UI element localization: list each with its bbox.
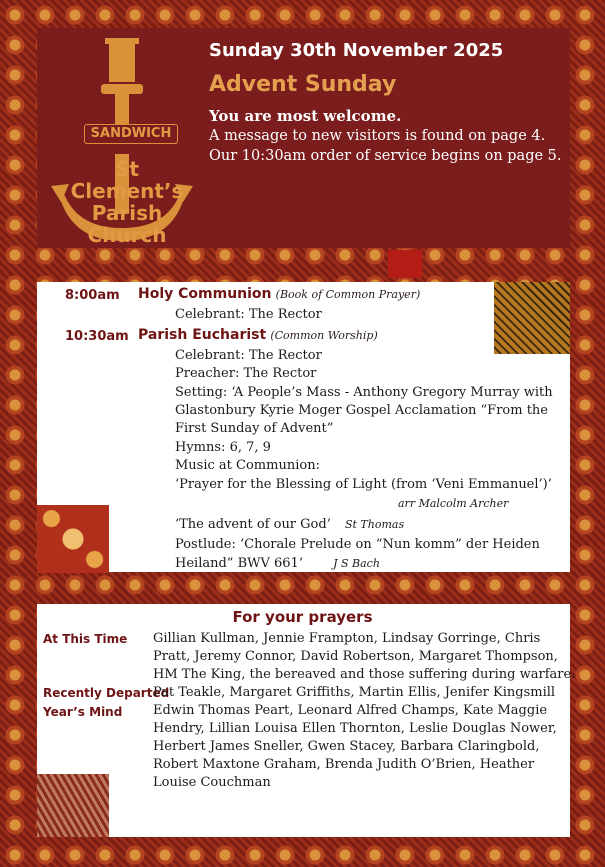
logo-sandwich-label: SANDWICH bbox=[84, 124, 178, 144]
prayer-line: Pratt, Jeremy Connor, David Robertson, Margaret Thompson, bbox=[153, 649, 558, 664]
postlude-composer: J S Bach bbox=[333, 557, 380, 570]
postlude-line bbox=[175, 556, 380, 571]
service-note: (Book of Common Prayer) bbox=[275, 288, 421, 301]
service-heading bbox=[138, 327, 378, 343]
service-note: (Common Worship) bbox=[270, 329, 378, 342]
service-detail bbox=[175, 517, 404, 532]
decorative-tile-icon bbox=[37, 505, 109, 573]
prayer-line: Gillian Kullman, Jennie Frampton, Lindsay Gorringe, Chris bbox=[153, 631, 541, 646]
prayer-line: Edwin Thomas Peart, Leonard Alfred Champs, Kate Maggie bbox=[153, 703, 548, 718]
service-title: Parish Eucharist bbox=[138, 327, 267, 343]
service-detail: Preacher: The Rector bbox=[175, 366, 317, 381]
prayer-label-at-this-time: At This Time bbox=[43, 632, 128, 646]
welcome-line-visitors: A message to new visitors is found on page 4. bbox=[209, 128, 546, 144]
hymn-tune: St Thomas bbox=[344, 518, 405, 531]
church-name-line1: St Clement’s bbox=[70, 157, 184, 203]
prayer-line: HM The King, the bereaved and those suffering during warfare. bbox=[153, 667, 576, 682]
church-name-line2: Parish Church bbox=[87, 201, 167, 247]
hymn-title: ‘The advent of our God’ bbox=[175, 517, 331, 532]
service-heading bbox=[138, 286, 420, 302]
prayer-list-at-this-time bbox=[153, 630, 575, 684]
service-detail: Setting: ‘A People’s Mass - Anthony Gregory Murray with bbox=[175, 385, 553, 400]
prayers-title: For your prayers bbox=[232, 608, 373, 626]
postlude-line: Postlude: ‘Chorale Prelude on “Nun komm” der Heiden bbox=[175, 537, 540, 552]
service-detail: Glastonbury Kyrie Moger Gospel Acclamation “From the bbox=[175, 403, 548, 418]
service-detail: ‘Prayer for the Blessing of Light (from ‘Veni Emmanuel’)’ bbox=[175, 477, 552, 492]
service-detail: First Sunday of Advent” bbox=[175, 421, 334, 436]
prayer-line: Hendry, Lillian Louisa Ellen Thornton, Leslie Douglas Nower, bbox=[153, 721, 557, 736]
arranger-credit: arr Malcolm Archer bbox=[398, 497, 509, 510]
prayer-label-recently-departed: Recently Departed bbox=[43, 686, 170, 700]
service-detail: Music at Communion: bbox=[175, 458, 320, 473]
service-time: 8:00am bbox=[65, 288, 120, 303]
service-title: Holy Communion bbox=[138, 286, 272, 302]
welcome-line-order: Our 10:30am order of service begins on page 5. bbox=[209, 148, 562, 164]
decorative-tile-icon bbox=[37, 774, 109, 837]
header-panel bbox=[37, 28, 570, 248]
service-detail: Celebrant: The Rector bbox=[175, 307, 322, 322]
church-name bbox=[62, 158, 192, 246]
prayer-line: Herbert James Sneller, Gwen Stacey, Barbara Claringbold, bbox=[153, 739, 540, 754]
prayer-line: Robert Maxtone Graham, Brenda Judith O’Brien, Heather bbox=[153, 757, 535, 772]
prayer-list-recently-departed: Pat Teakle, Margaret Griffiths, Martin Ellis, Jenifer Kingsmill bbox=[153, 685, 556, 700]
lion-crest-icon bbox=[388, 250, 422, 278]
postlude-title-end: Heiland” BWV 661’ bbox=[175, 556, 303, 571]
decorative-tile-icon bbox=[494, 282, 570, 354]
prayer-label-years-mind: Year’s Mind bbox=[43, 705, 123, 719]
service-time: 10:30am bbox=[65, 329, 129, 344]
service-date: Sunday 30th November 2025 bbox=[209, 40, 504, 61]
occasion-title: Advent Sunday bbox=[209, 72, 397, 97]
prayer-line: Louise Couchman bbox=[153, 775, 271, 790]
welcome-message bbox=[209, 106, 562, 166]
prayer-list-years-mind bbox=[153, 702, 557, 792]
service-detail: Hymns: 6, 7, 9 bbox=[175, 440, 271, 455]
service-detail: Celebrant: The Rector bbox=[175, 348, 322, 363]
welcome-heading: You are most welcome. bbox=[209, 107, 402, 125]
